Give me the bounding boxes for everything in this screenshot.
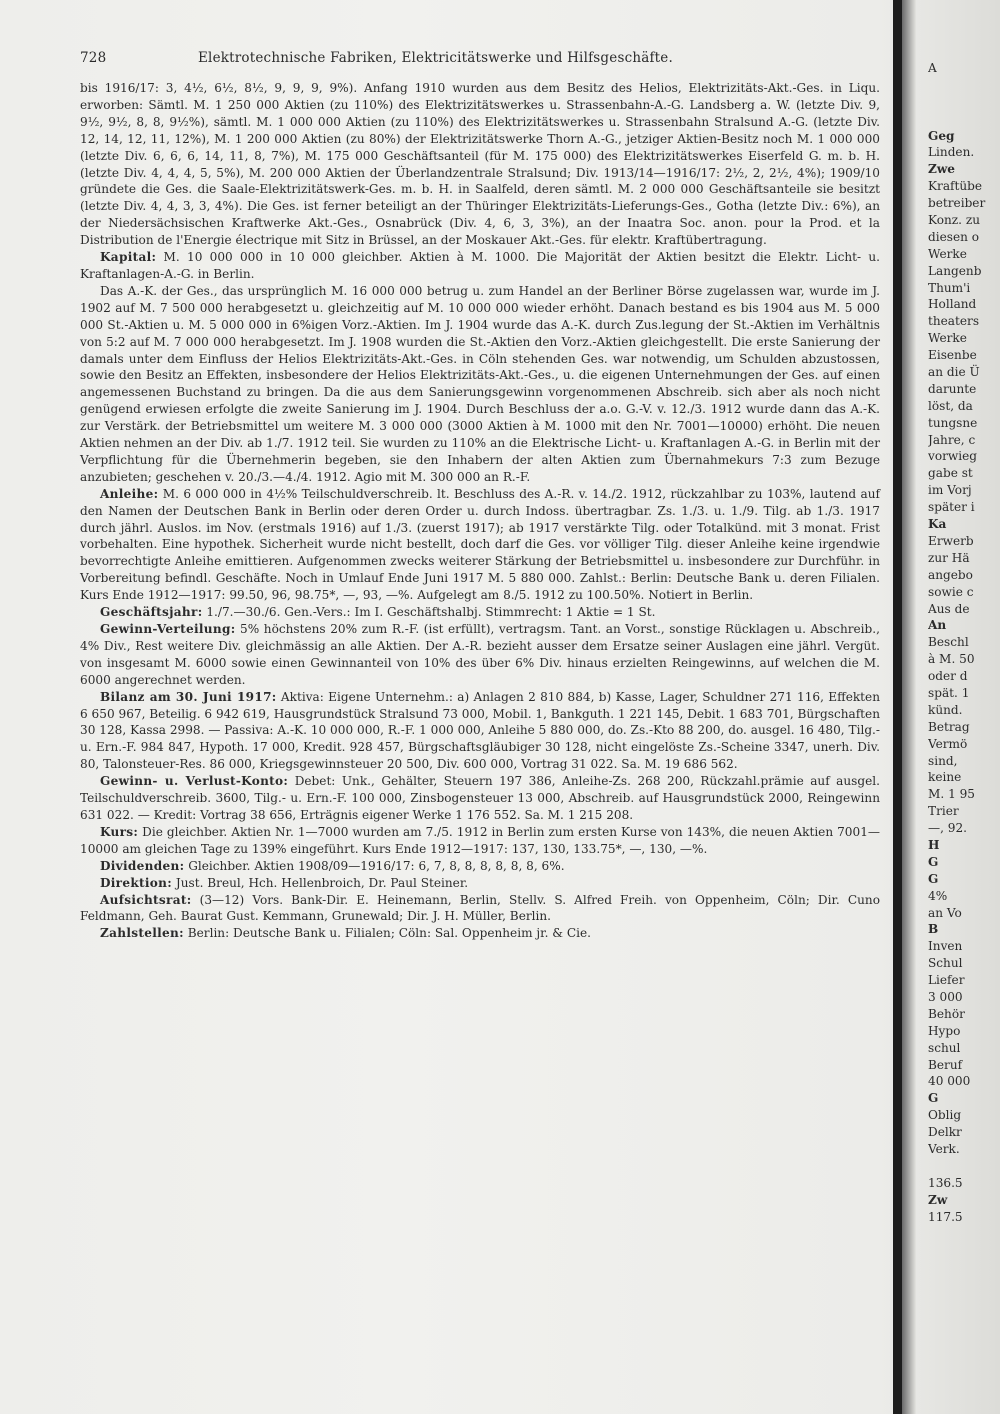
adjacent-page-line: Beschl (928, 635, 969, 650)
adjacent-page-line: Kraftübe (928, 179, 983, 194)
paragraph-text: Gleichber. Aktien 1908/09—1916/17: 6, 7, 8, 8, 8, 8, 8, 8, 6%. (188, 858, 565, 873)
adjacent-page-line: 4% (928, 888, 948, 903)
adjacent-page-line: Geg (928, 128, 955, 143)
adjacent-page-line: zur Hä (928, 550, 970, 565)
adjacent-page-line: 3 000 (928, 989, 963, 1004)
adjacent-page-line: Holland (928, 297, 977, 312)
section-label: Gewinn-Verteilung: (100, 622, 236, 636)
adjacent-page-line: Erwerb (928, 533, 974, 548)
paragraph-text: (3—12) Vors. Bank-Dir. E. Heinemann, Berlin, Stellv. S. Alfred Freih. von Oppenheim, Cöln; Dir. Cuno Feldmann, Geh. Baurat Gust. Kemmann, Grunewald; Dir. J. H. Müller, Berlin. (80, 892, 880, 924)
adjacent-page-line: Oblig (928, 1108, 962, 1123)
adjacent-page-line: 40 000 (928, 1074, 971, 1089)
adjacent-page-line: im Vorj (928, 483, 972, 498)
adjacent-page-line: Betrag (928, 719, 970, 734)
gutter-shadow (902, 0, 916, 1414)
adjacent-page-line: Thum'i (928, 280, 971, 295)
adjacent-page-line: oder d (928, 669, 968, 684)
adjacent-page-line: Inven (928, 939, 963, 954)
adjacent-page-line: vorwieg (928, 449, 978, 464)
adjacent-page-line: Ka (928, 517, 947, 532)
adjacent-page-line: 117.5 (928, 1209, 963, 1224)
adjacent-page-column (928, 60, 1000, 1225)
article-paragraph (80, 689, 880, 774)
section-label: Gewinn- u. Verlust-Konto: (100, 774, 289, 789)
adjacent-page-line: angebo (928, 567, 973, 582)
paragraph-text: Just. Breul, Hch. Hellenbroich, Dr. Paul Steiner. (175, 875, 469, 890)
adjacent-page-line: keine (928, 770, 962, 785)
adjacent-page-line: —, 92. (928, 821, 968, 836)
adjacent-page-line: Langenb (928, 263, 982, 278)
adjacent-page-line: Werke (928, 331, 967, 346)
adjacent-page-line: theaters (928, 314, 980, 329)
adjacent-page-line: diesen o (928, 229, 980, 244)
adjacent-page-line: an die Ü (928, 365, 980, 380)
adjacent-page-line: Verk. (928, 1142, 960, 1156)
article-paragraph (80, 283, 880, 486)
adjacent-page-line: sind, (928, 753, 958, 768)
paragraph-text: Die gleichber. Aktien Nr. 1—7000 wurden am 7./5. 1912 in Berlin zum ersten Kurse von 143%, die neuen Aktien 7001—10000 am gleichen Tage zu 139% eingeführt. Kurs Ende 1912—1917: 137, 130, 133.75*, —, 130, —%. (80, 824, 880, 856)
page-header (80, 40, 880, 80)
adjacent-page-line: An (928, 618, 947, 633)
article-paragraph (80, 875, 880, 892)
adjacent-page-line: später i (928, 500, 975, 515)
paragraph-text: bis 1916/17: 3, 4½, 6½, 8½, 9, 9, 9, 9%). Anfang 1910 wurden aus dem Besitz des Helios, Elektrizitäts-Akt.-Ges. in Liqu. erworben: Sämtl. M. 1 250 000 Aktien (zu 110%) des Elektrizitätswerkes u. Strassenbahn-A.-G. Landsberg a. W. (letzte Div. 9, 9½, 9½, 8, 8, 9½%), sämtl. M. 1 000 000 Aktien (zu 110%) des Elektrizitätswerkes u. Strassenbahn Stralsund A.-G. (letzte Div. 12, 14, 12, 11, 12%), M. 1 200 000 Aktien (zu 80%) der Elektrizitätswerke Thorn A.-G., jetziger Aktien-Besitz noch M. 1 000 000 (letzte Div. 6, 6, 6, 14, 11, 8, 7%), M. 175 000 Geschäftsanteil (für M. 175 000) des Elektrizitätswerkes Eiserfeld G. m. b. H. (letzte Div. 4, 4, 4, 5, 5%), M. 200 000 Aktien der Überlandzentrale Stralsund; Div. 1913/14—1916/17: 2½, 2, 2½, 4%); 1909/10 gründete die Ges. die Saale-Elektrizitätswerk-Ges. m. b. H. in Saalfeld, deren sämtl. M. 2 000 000 Geschäftsanteile sie besitzt (letzte Div. 4, 4, 3, 3, 4%). Die Ges. ist ferner beteiligt an der Thüringer Elektrizitäts-Lieferungs-Ges., Gotha (letzte Div.: 6%), an der Niedersächsischen Kraftwerke Akt.-Ges., Osnabrück (Div. 4, 6, 3, 3%), an der Inaatra Soc. anon. pour la Prod. et la Distribution de l'Energie électrique mit Sitz in Brüssel, an der Moskauer Akt.-Ges. für elektr. Kraftübertragung. (80, 81, 880, 248)
adjacent-page-line: Jahre, c (928, 432, 976, 447)
article-paragraph (80, 824, 880, 858)
adjacent-page-line: Werke (928, 246, 967, 261)
adjacent-page-line: spät. 1 (928, 685, 970, 700)
adjacent-page-line: künd. (928, 702, 963, 717)
section-label: Bilanz am 30. Juni 1917: (100, 689, 277, 704)
adjacent-page-line: gabe st (928, 466, 973, 481)
adjacent-page-line: G (928, 1091, 939, 1106)
adjacent-page-line: Aus de (928, 601, 970, 616)
article-paragraph (80, 925, 880, 942)
adjacent-page-line: Delkr (928, 1125, 962, 1140)
adjacent-page-line: darunte (928, 381, 977, 396)
adjacent-page-line: M. 1 95 (928, 787, 975, 802)
article-paragraph (80, 858, 880, 875)
article-body (80, 80, 880, 942)
section-label: Kapital: (100, 250, 157, 265)
page-number: 728 (80, 50, 107, 66)
adjacent-page-line (928, 77, 1000, 94)
adjacent-page-line: schul (928, 1040, 961, 1055)
paragraph-text: M. 6 000 000 in 4½% Teilschuldverschreib. lt. Beschluss des A.-R. v. 14./2. 1912, rückzahlbar zu 103%, lautend auf den Namen der Deutschen Bank in Berlin oder deren Order u. durch Indoss. übertragbar. Zs. 1./3. u. 1./9. Tilg. ab 1./3. 1917 durch jährl. Auslos. im Nov. (erstmals 1916) auf 1./3. (zuerst 1917); ab 1917 verstärkte Tilg. oder Totalkünd. mit 3 monat. Frist vorbehalten. Eine hypothek. Sicherheit wurde nicht bestellt, doch darf die Ges. vor völliger Tilg. dieser Anleihe keine irgendwie bevorrechtigte Anleihe emittieren. Aufgenommen zwecks weiterer Stärkung der Betriebsmittel u. insbesondere zur Durchführ. in Vorbereitung befindl. Geschäfte. Noch in Umlauf Ende Juni 1917 M. 5 880 000. Zahlst.: Berlin: Deutsche Bank u. deren Filialen. Kurs Ende 1912—1917: 99.50, 96, 98.75*, —, 93, —%. Aufgelegt am 8./5. 1912 zu 100.50%. Notiert in Berlin. (80, 486, 880, 603)
adjacent-page-line: Schul (928, 956, 963, 971)
paragraph-text: 5% höchstens 20% zum R.-F. (ist erfüllt), vertragsm. Tant. an Vorst., sonstige Rücklagen u. Abschreib., 4% Div., Rest weitere Div. gleichmässig an alle Aktien. Der A.-R. bezieht ausser dem Ersatze seiner Auslagen eine jährl. Vergüt. von insgesamt M. 6000 sowie einen Gewinnanteil von 10% des über 6% Div. hinaus erzielten Reingewinns, auf welchen die M. 6000 angerechnet werden. (80, 622, 880, 687)
article-paragraph (80, 80, 880, 249)
adjacent-page-line: tungsne (928, 415, 978, 430)
adjacent-page-line: G (928, 854, 939, 869)
adjacent-page-line: Vermö (928, 736, 968, 751)
section-label: Geschäftsjahr: (100, 605, 203, 620)
section-label: Anleihe: (100, 486, 159, 501)
running-title: Elektrotechnische Fabriken, Elektricitätswerke und Hilfsgeschäfte. (198, 50, 673, 66)
adjacent-page-line: H (928, 837, 940, 852)
adjacent-page-line: Trier (928, 804, 959, 819)
adjacent-page-line (928, 1158, 1000, 1175)
adjacent-page-line: Liefer (928, 973, 965, 988)
article-paragraph (80, 249, 880, 283)
section-label: Direktion: (100, 875, 173, 890)
adjacent-page-line: betreiber (928, 196, 986, 211)
adjacent-page-line: Hypo (928, 1023, 961, 1038)
adjacent-page-line: Behör (928, 1006, 965, 1021)
article-paragraph (80, 892, 880, 926)
adjacent-page-line: 136.5 (928, 1175, 963, 1190)
adjacent-page-line (928, 111, 1000, 128)
paragraph-text: Debet: Unk., Gehälter, Steuern 197 386, Anleihe-Zs. 268 200, Rückzahl.prämie auf ausgel. Teilschuldverschreib. 3600, Tilg.- u. Ern.-F. 100 000, Zinsbogensteuer 13 000, Abschreib. auf Hausgrundstück 2000, Reingewinn 631 022. — Kredit: Vortrag 38 656, Erträgnis eigener Werke 1 176 552. Sa. M. 1 215 208. (80, 774, 880, 822)
section-label: Aufsichtsrat: (100, 892, 192, 907)
adjacent-page-line: Konz. zu (928, 213, 981, 228)
adjacent-page-line: G (928, 871, 939, 886)
paragraph-text: Aktiva: Eigene Unternehm.: a) Anlagen 2 810 884, b) Kasse, Lager, Schuldner 271 116, Effekten 6 650 967, Beteilig. 6 942 619, Hausgrundstück Stralsund 73 000, Mobil. 1, Bankguth. 1 221 145, Debit. 1 683 701, Bürgschaften 30 128, Kassa 2998. — Passiva: A.-K. 10 000 000, R.-F. 1 000 000, Anleihe 5 880 000, do. Zs.-Kto 88 200, do. ausgel. 16 480, Tilg.- u. Ern.-F. 984 847, Hypoth. 17 000, Kredit. 928 457, Bürgschaftsgläubiger 30 128, nicht eingelöste Zs.-Scheine 3347, unerh. Div. 80, Talonsteuer-Res. 86 000, Kriegsgewinnsteuer 20 500, Div. 600 000, Vortrag 31 022. Sa. M. 19 686 562. (80, 689, 880, 772)
adjacent-page-line: löst, da (928, 398, 973, 413)
article-paragraph (80, 773, 880, 824)
adjacent-page-line: Eisenbe (928, 348, 977, 363)
adjacent-page-line: Zw (928, 1192, 948, 1207)
paragraph-text: Berlin: Deutsche Bank u. Filialen; Cöln: Sal. Oppenheim jr. & Cie. (187, 926, 592, 941)
adjacent-page-line: Zwe (928, 162, 955, 177)
adjacent-page-line: A (928, 61, 937, 75)
adjacent-page-line: Beruf (928, 1057, 963, 1072)
article-paragraph (80, 604, 880, 621)
section-label: Zahlstellen: (100, 926, 184, 941)
section-label: Dividenden: (100, 858, 185, 873)
main-column (80, 40, 880, 942)
adjacent-page-line: sowie c (928, 584, 974, 599)
adjacent-page-line: B (928, 922, 939, 937)
paragraph-text: M. 10 000 000 in 10 000 gleichber. Aktien à M. 1000. Die Majorität der Aktien besitzt die Elektr. Licht- u. Kraftanlagen-A.-G. in Berlin. (80, 250, 880, 281)
adjacent-page-line: an Vo (928, 905, 962, 920)
article-paragraph (80, 621, 880, 689)
section-label: Kurs: (100, 824, 139, 839)
article-paragraph (80, 486, 880, 604)
adjacent-page-line (928, 94, 1000, 111)
paragraph-text: Das A.-K. der Ges., das ursprünglich M. 16 000 000 betrug u. zum Handel an der Berliner Börse zugelassen war, wurde im J. 1902 auf M. 7 500 000 herabgesetzt u. gleichzeitig auf M. 10 000 000 wieder erhöht. Danach bestand es bis 1904 aus M. 5 000 000 St.-Aktien u. M. 5 000 000 in 6%igen Vorz.-Aktien. Im J. 1904 wurde das A.-K. durch Zus.legung der St.-Aktien im Verhältnis von 5:2 auf M. 7 000 000 herabgesetzt. Im J. 1908 wurden die St.-Aktien den Vorz.-Aktien gleichgestellt. Die erste Sanierung der damals unter dem Einfluss der Helios Elektrizitäts-Akt.-Ges. in Cöln stehenden Ges. war notwendig, um Schulden abzustossen, sowie den Besitz an Effekten, insbesondere der Helios Elektrizitäts-Akt.-Ges., u. die eigenen Unternehmungen der Ges. auf einen angemessenen Buchstand zu bringen. Da die aus dem Sanierungsgewinn vorgenommenen Abschreib. sich aber als noch nicht genügend erwiesen erfolgte die zweite Sanierung im J. 1904. Durch Beschluss der a.o. G.-V. v. 12./3. 1912 wurde dann das A.-K. zur Verstärk. der Betriebsmittel um weitere M. 3 000 000 (3000 Aktien à M. 1000 mit den Nr. 7001—10000) erhöht. Die neuen Aktien nehmen an der Div. ab 1./7. 1912 teil. Sie wurden zu 110% an die Elektrische Licht- u. Kraftanlagen A.-G. in Berlin mit der Verpflichtung für die Übernehmerin begeben, sie den Inhabern der alten Aktien zum Übernahmekurs 7:3 zum Bezuge anzubieten; geschehen v. 20./3.—4./4. 1912. Agio mit M. 300 000 an R.-F. (80, 283, 880, 484)
adjacent-page-line: Linden. (928, 145, 975, 160)
page-gutter (893, 0, 902, 1414)
paragraph-text: 1./7.—30./6. Gen.-Vers.: Im I. Geschäftshalbj. Stimmrecht: 1 Aktie = 1 St. (206, 605, 656, 620)
adjacent-page-line: à M. 50 (928, 652, 975, 667)
